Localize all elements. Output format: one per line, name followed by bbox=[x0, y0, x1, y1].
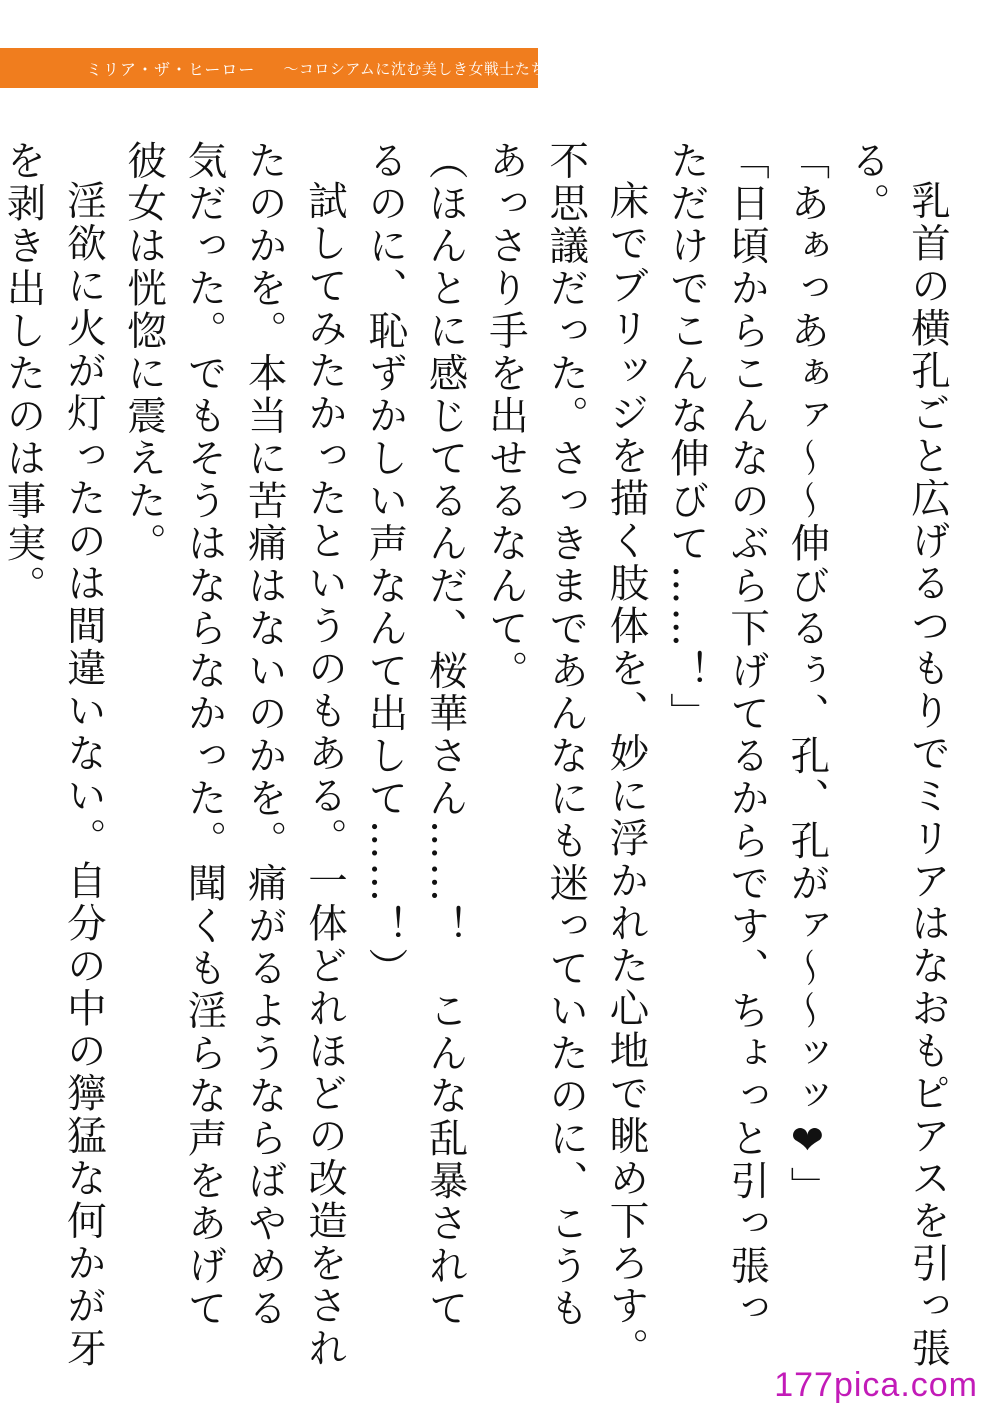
dialogue-line: 「あぁっあぁァ〜〜伸びるぅ、孔、孔がァ〜〜ッッ❤」 bbox=[784, 140, 831, 1209]
paragraph: 淫欲に火が灯ったのは間違いない。自分の中の獰猛な何かが牙を剥き出したのは事実。 bbox=[0, 140, 107, 1370]
dialogue-line: 「日頃からこんなのぶら下げてるからです、ちょっと引っ張っただけでこんな伸びて……！」 bbox=[663, 140, 771, 1330]
vertical-text-body bbox=[0, 140, 958, 1370]
paragraph: 試してみたかったというのもある。一体どれほどの改造をされたのかを。本当に苦痛はないのかを。痛がるようならばやめる気だった。でもそうはならなかった。聞くも淫らな声をあげて彼女は恍惚に震えた。 bbox=[121, 140, 349, 1370]
site-watermark: 177pica.com bbox=[774, 1366, 978, 1404]
book-title: ミリア・ザ・ヒーロー bbox=[86, 59, 256, 79]
paragraph: 床でブリッジを描く肢体を、妙に浮かれた心地で眺め下ろす。不思議だった。さっきまであんなにも迷っていたのに、こうもあっさり手を出せるなんて。 bbox=[482, 140, 650, 1370]
inner-thought-line: （ほんとに感じてるんだ、桜華さん……！ こんな乱暴されてるのに、恥ずかしい声なんて出して……！） bbox=[362, 140, 469, 1330]
paragraph: 乳首の横孔ごと広げるつもりでミリアはなおもピアスを引っ張る。 bbox=[844, 140, 951, 1370]
book-subtitle: 〜コロシアムに沈む美しき女戦士たち〜 bbox=[283, 59, 562, 78]
running-header bbox=[0, 48, 562, 88]
